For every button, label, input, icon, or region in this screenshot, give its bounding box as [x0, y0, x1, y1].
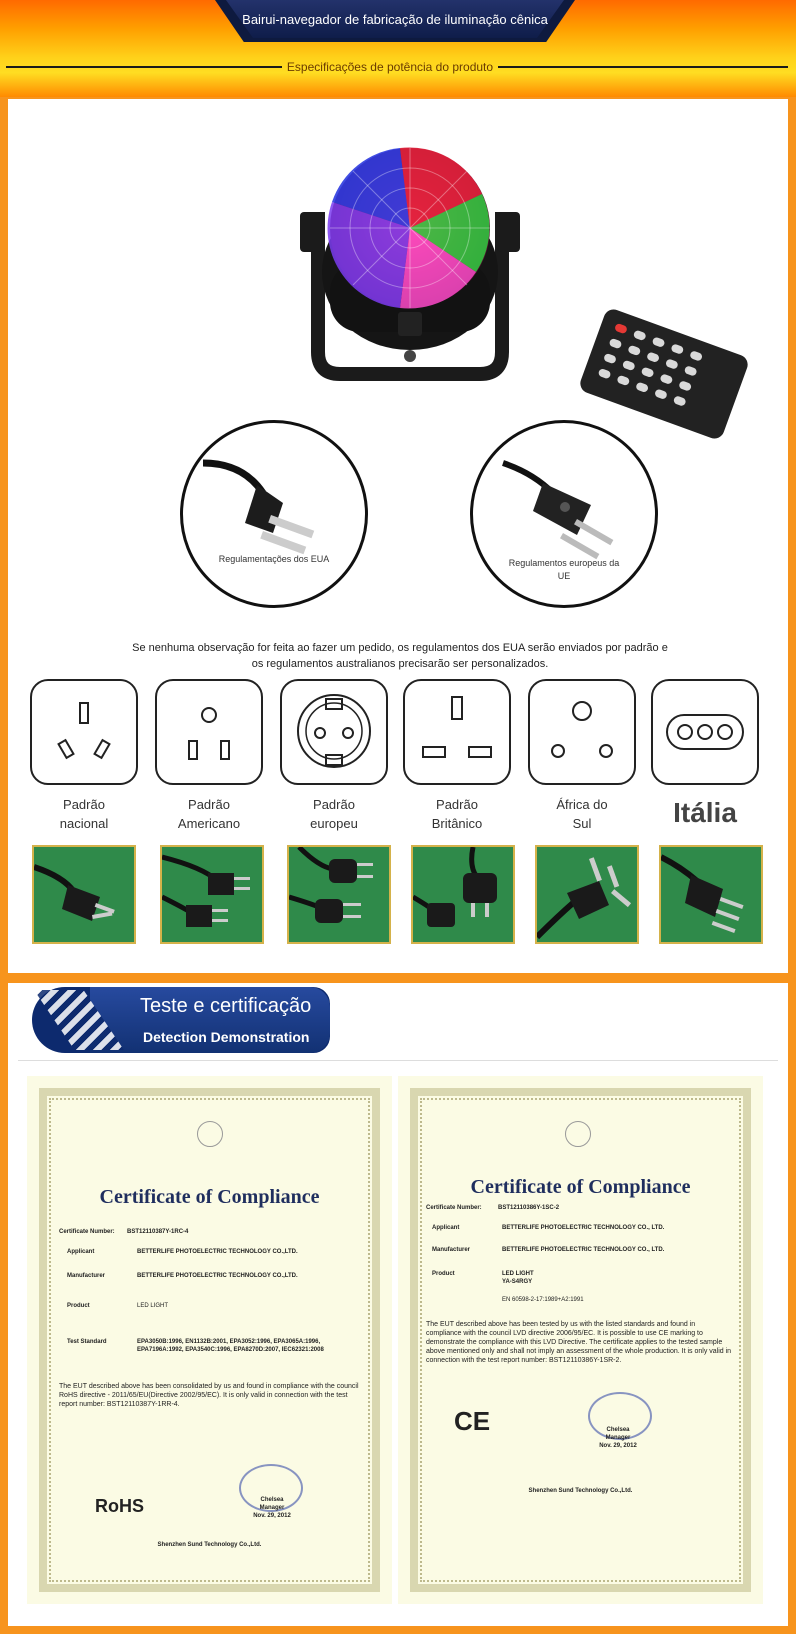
socket-caption-south-africa [528, 795, 636, 833]
seal-icon [197, 1121, 223, 1147]
plug-photo-american [160, 845, 264, 944]
socket-caption-line: Padrão [63, 797, 105, 812]
standard-value: EPA3050B:1996, EN1132B:2001, EPA3052:1996, EPA3065A:1996, EPA7196A:1992, EPA3540C:1996, EPA8270D:2007, IEC62321:2008 [137, 1339, 324, 1353]
eu-plug-circle [470, 420, 658, 608]
ce-mark: CE [454, 1406, 491, 1436]
product-value: LED LIGHT [137, 1303, 169, 1309]
certificate-number: BST12110387Y-1RC-4 [127, 1229, 189, 1235]
remote-button [665, 358, 679, 370]
plug-photo-british [411, 845, 515, 944]
section-subtitle: Especificações de potência do produto [286, 60, 494, 74]
signer-block [578, 1426, 658, 1450]
signer-title: Manager [605, 1435, 631, 1441]
socket-caption-line: Sul [572, 816, 592, 831]
signer-title: Manager [259, 1505, 285, 1511]
remote-button [635, 382, 649, 394]
us-plug-circle [180, 420, 368, 608]
remote-button [603, 353, 617, 365]
certificate-rohs [27, 1076, 392, 1604]
standard-value: EN 60598-2-17:1989+A2:1991 [502, 1297, 584, 1303]
italy-socket-icon [653, 681, 757, 783]
model-value: YA-S4RGY [502, 1279, 533, 1285]
product-value: LED LIGHT [502, 1271, 534, 1277]
us-plug-icon [183, 423, 365, 605]
south-africa-plug-icon [537, 847, 637, 942]
remote-button [652, 336, 666, 348]
socket-italy [651, 679, 759, 785]
remote-button [641, 366, 655, 378]
signer-name: Chelsea [260, 1497, 284, 1503]
applicant-label: Applicant [67, 1249, 95, 1255]
socket-caption-line: europeu [310, 816, 358, 831]
remote-button [646, 351, 660, 363]
certificate-number-label: Certificate Number: [426, 1205, 482, 1211]
remote-button [654, 388, 668, 400]
standard-label: Test Standard [67, 1339, 107, 1345]
remote-button [614, 323, 628, 335]
eu-plug-caption: Regulamentos europeus da UE [508, 558, 620, 581]
remote-button [659, 373, 673, 385]
divider-right [498, 66, 788, 68]
certificate-ce [398, 1076, 763, 1604]
us-plug-caption: Regulamentações dos EUA [218, 554, 330, 564]
product-label: Product [67, 1303, 90, 1309]
manufacturer-label: Manufacturer [432, 1247, 471, 1253]
australian-plug-icon [34, 847, 134, 942]
rohs-mark: RoHS [95, 1496, 144, 1516]
italy-plug-icon [661, 847, 761, 942]
plug-photo-australian [32, 845, 136, 944]
socket-south-africa [528, 679, 636, 785]
socket-british [403, 679, 511, 785]
american-socket-icon [157, 681, 261, 783]
socket-caption-line: Padrão [436, 797, 478, 812]
american-plug-icon [162, 847, 262, 942]
certification-heading: Teste e certificação [140, 995, 312, 1017]
plug-photo-italy [659, 845, 763, 944]
applicant-value: BETTERLIFE PHOTOELECTRIC TECHNOLOGY CO.,LTD. [137, 1249, 298, 1255]
remote-button [673, 395, 687, 407]
socket-caption-national [30, 795, 138, 833]
signer-block [232, 1496, 312, 1520]
remote-button [627, 345, 641, 357]
remote-button [633, 330, 647, 342]
product-label: Product [432, 1271, 455, 1277]
plug-photo-european [287, 845, 391, 944]
socket-american [155, 679, 263, 785]
manufacturer-label: Manufacturer [67, 1273, 106, 1279]
remote-button [684, 365, 698, 377]
european-socket-icon [282, 681, 386, 783]
remote-button [616, 375, 630, 387]
order-note: Se nenhuma observação for feita ao fazer um pedido, os regulamentos dos EUA serão enviados por padrão e os regulamentos australianos precisarão ser personalizados. [132, 642, 668, 670]
socket-caption-american [155, 795, 263, 833]
british-plug-icon [413, 847, 513, 942]
certificate-date: Nov. 29, 2012 [599, 1443, 637, 1449]
socket-caption-line: Padrão [188, 797, 230, 812]
european-plug-icon [289, 847, 389, 942]
signer-name: Chelsea [606, 1427, 630, 1433]
south-africa-socket-icon [530, 681, 634, 783]
remote-button [622, 360, 636, 372]
remote-button [678, 380, 692, 392]
plug-photo-south-africa [535, 845, 639, 944]
certification-subheading: Detection Demonstration [143, 1029, 310, 1045]
seal-icon [565, 1121, 591, 1147]
socket-australian [30, 679, 138, 785]
remote-button [689, 350, 703, 362]
page-title: Bairui-navegador de fabricação de iluminação cênica [242, 12, 548, 27]
disco-light-image [290, 142, 530, 390]
certificate-number: BST12110386Y-1SC-2 [498, 1205, 560, 1211]
socket-caption-line: Britânico [431, 816, 483, 831]
socket-caption-line: África do [556, 797, 608, 812]
remote-button [670, 343, 684, 355]
compliance-statement: The EUT described above has been tested by us with the listed standards and found in compliance with the council LVD directive 2006/95/EC. It is possible to use CE marking to demonstrate the compliance with this LVD Directive. The certificate applies to the tested sample above mentioned only and shall not imply an assessment of the whole production. It is only valid in connection with the test report number: BST12110386Y-1SR-2. [426, 1321, 732, 1364]
socket-caption-line: nacional [59, 816, 109, 831]
remote-button [608, 338, 622, 350]
socket-caption-italy: Itália [673, 797, 737, 828]
manufacturer-value: BETTERLIFE PHOTOELECTRIC TECHNOLOGY CO., LTD. [502, 1247, 665, 1253]
certificate-number-label: Certificate Number: [59, 1229, 115, 1235]
section-divider [18, 1060, 778, 1061]
australian-socket-icon [32, 681, 136, 783]
applicant-label: Applicant [432, 1225, 460, 1231]
certificate-date: Nov. 29, 2012 [253, 1513, 291, 1519]
header-banner [0, 0, 796, 97]
issuer-name: Shenzhen Sund Technology Co.,Ltd. [528, 1488, 633, 1494]
socket-european [280, 679, 388, 785]
british-socket-icon [405, 681, 509, 783]
compliance-statement: The EUT described above has been consolidated by us and found in compliance with the council RoHS directive - 2011/65/EU(Directive 2002/95/EC). It is only valid in connection with the test report number: BST12110387Y-1RR-4. [59, 1383, 359, 1408]
certificate-title: Certificate of Compliance [99, 1186, 320, 1208]
socket-caption-line: Padrão [313, 797, 355, 812]
socket-caption-european [280, 795, 388, 833]
certificate-title: Certificate of Compliance [470, 1176, 691, 1198]
socket-caption-british [403, 795, 511, 833]
socket-caption-line: Americano [177, 816, 241, 831]
issuer-name: Shenzhen Sund Technology Co.,Ltd. [157, 1542, 262, 1548]
divider-left [6, 66, 282, 68]
manufacturer-value: BETTERLIFE PHOTOELECTRIC TECHNOLOGY CO.,LTD. [137, 1273, 298, 1279]
remote-button [598, 368, 612, 380]
applicant-value: BETTERLIFE PHOTOELECTRIC TECHNOLOGY CO., LTD. [502, 1225, 665, 1231]
